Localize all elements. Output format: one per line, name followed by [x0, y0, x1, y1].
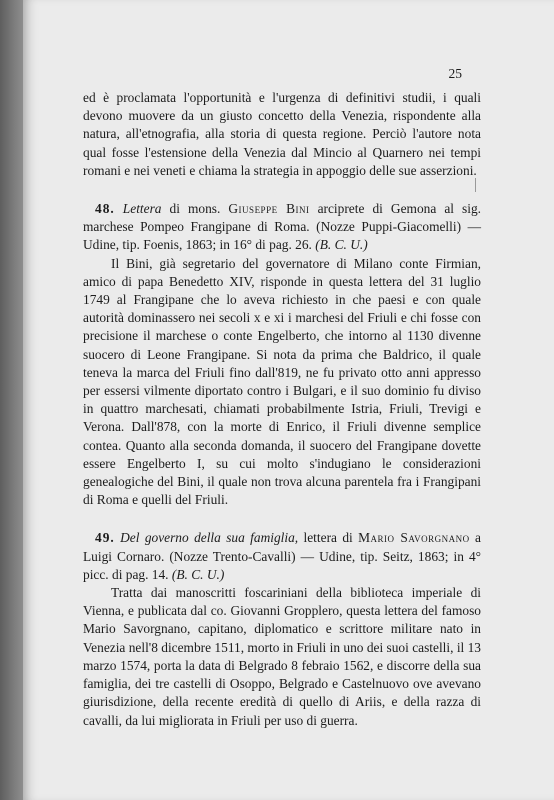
bibliography-entry — [83, 529, 481, 729]
entry-publication-info: arciprete di Gemona al sig. marchese Pompeo Frangipane di Roma. (Nozze Puppi-Giacomelli) — Udine, tip. Foenis, 1863; in 16° di pag. 26. — [83, 201, 481, 253]
entry-text-before-author: di mons. — [161, 201, 229, 217]
entry-title: Lettera — [122, 201, 162, 217]
entry-heading — [83, 200, 481, 255]
entry-author: Giuseppe Bini — [228, 201, 310, 217]
entry-body: Il Bini, già segretario del governatore di Milano conte Firmian, amico di papa Benedetto XIV, risponde in questa lettera del 31 luglio 1749 al Frangipane che lo aveva richiesto in che paesi e con quale autorità dominassero nei secoli x e xi i marchesi del Friuli e chi fosse con precisione il marchese o conte Engelberto, che intorno al 1130 divenne suocero di Leone Frangipane. Si nota da prima che Baldrico, il quale teneva la marca del Friuli fino dall'819, ne fu privato otto anni appresso per essersi vilmente diportato contro i Bulgari, e il suo dominio fu diviso in quattro marchesati, chiamati probabilmente Istria, Friuli, Trevigi e Verona. Dall'878, con la morte di Enrico, il Friuli divenne semplice contea. Quanto alla seconda domanda, il suocero del Frangipane dovette essere Engelberto I, su cui molto s'indugiano le considerazioni genealogiche del Bini, il quale non trova alcuna parentela fra i Frangipani di Roma e quelli del Friuli. — [83, 255, 481, 508]
entry-text-before-author: lettera di — [298, 530, 359, 546]
entry-library-ref: (B. C. U.) — [315, 237, 368, 253]
page-number: 25 — [448, 66, 462, 81]
continuation-paragraph: ed è proclamata l'opportunità e l'urgenza di definitivi studii, i quali devono muovere da un giusto concetto della Venezia, rispondente alla natura, all'etnografia, alla storia di questa regione. Perciò l'autore nota qual fosse l'estensione della Venezia dal Mincio al Quarnero nei tempi romani e nei veneti e chiama la strategia in appoggio delle sue asserzioni. — [83, 90, 481, 178]
entry-library-ref: (B. C. U.) — [171, 566, 225, 582]
entry-author: Mario Savorgnano — [358, 530, 470, 546]
entry-number: 48. — [95, 201, 115, 217]
entry-title: Del governo della sua famiglia, — [120, 530, 299, 546]
book-spine-shadow — [0, 0, 23, 800]
entry-number: 49. — [95, 530, 115, 546]
entry-publication-info: a Luigi Cornaro. (Nozze Trento-Cavalli) — Udine, tip. Seitz, 1863; in 4° picc. di pag. 14. — [83, 530, 481, 582]
entry-heading — [83, 529, 481, 584]
bibliography-entry — [83, 200, 481, 509]
entry-body: Tratta dai manoscritti foscariniani della biblioteca imperiale di Vienna, e publicata dal co. Giovanni Gropplero, questa lettera del famoso Mario Savorgnano, capitano, diplomatico e scrittore militare nato in Venezia nell'8 dicembre 1511, morto in Friuli in uno dei suoi castelli, il 13 marzo 1574, porta la data di Belgrado 8 febraio 1562, e discorre della sua famiglia, dei tre castelli di Osoppo, Belgrado e Castelnuovo ove avevano giurisdizione, della recente eredità di quello di Ariis, e della razza di cavalli, da lui migliorata in Friuli per uso di guerra. — [83, 585, 481, 728]
book-page — [23, 0, 554, 800]
page-text — [83, 89, 481, 750]
